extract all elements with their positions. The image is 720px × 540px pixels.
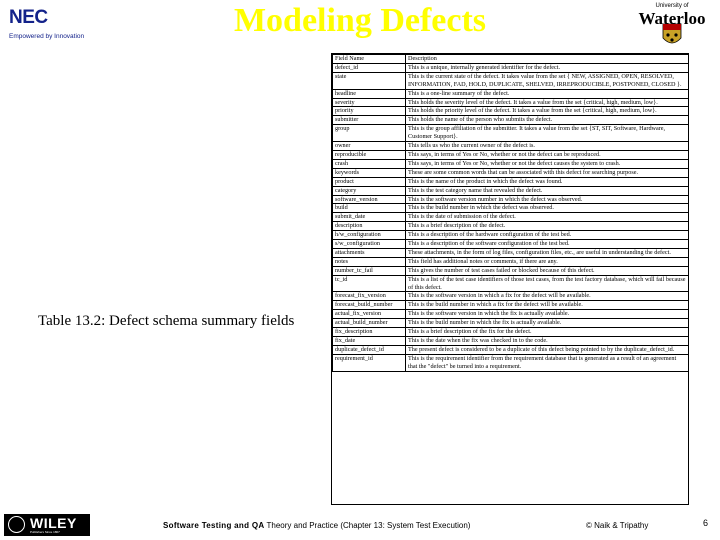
description-cell: This is the software version number in which the defect was observed. <box>406 195 689 204</box>
field-name-cell: h/w_configuration <box>333 231 406 240</box>
description-cell: This is the test category name that revealed the defect. <box>406 186 689 195</box>
table-header-row <box>333 55 689 64</box>
field-name-cell: severity <box>333 98 406 107</box>
table-row <box>333 107 689 116</box>
field-name-cell: defect_id <box>333 63 406 72</box>
field-name-cell: state <box>333 72 406 89</box>
table-row <box>333 248 689 257</box>
field-name-cell: fix_description <box>333 328 406 337</box>
table-row <box>333 142 689 151</box>
field-name-cell: build <box>333 204 406 213</box>
table-row <box>333 328 689 337</box>
description-cell: This is a description of the software configuration of the test bed. <box>406 240 689 249</box>
slide-title: Modeling Defects <box>233 2 487 39</box>
field-name-cell: description <box>333 222 406 231</box>
description-cell: This holds the severity level of the defect. It takes a value from the set {critical, high, medium, low}. <box>406 98 689 107</box>
field-name-cell: actual_build_number <box>333 319 406 328</box>
nec-tagline: Empowered by Innovation <box>9 33 85 40</box>
wiley-logo-subtext: Publishers Since 1807 <box>30 530 60 534</box>
wiley-logo <box>4 514 90 536</box>
footer-book-title <box>163 521 470 530</box>
description-cell: This is the current state of the defect. It takes value from the set { NEW, ASSIGNED, OPEN, RESOLVED, INFORMATION, FAD, HOLD, DUPLICATE, SHELVED, IRREPRODUCIBLE, POSTPONED, CLOSED }. <box>406 72 689 89</box>
table-row <box>333 98 689 107</box>
table-row <box>333 257 689 266</box>
field-name-cell: forecast_fix_version <box>333 292 406 301</box>
waterloo-logo-small-text: University of <box>655 3 689 9</box>
description-cell: This is the date when the fix was checked in to the code. <box>406 337 689 346</box>
table-row <box>333 337 689 346</box>
table-row <box>333 168 689 177</box>
column-header-description: Description <box>406 55 689 64</box>
table-row <box>333 266 689 275</box>
field-name-cell: notes <box>333 257 406 266</box>
field-name-cell: s/w_configuration <box>333 240 406 249</box>
field-name-cell: number_tc_fail <box>333 266 406 275</box>
description-cell: This is a unique, internally generated identifier for the defect. <box>406 63 689 72</box>
description-cell: These attachments, in the form of log files, configuration files, etc., are useful in understanding the defect. <box>406 248 689 257</box>
field-name-cell: priority <box>333 107 406 116</box>
table-row <box>333 72 689 89</box>
description-cell: This holds the priority level of the defect. It takes a value from the set {critical, high, medium, low}. <box>406 107 689 116</box>
table-row <box>333 319 689 328</box>
field-name-cell: requirement_id <box>333 354 406 371</box>
field-name-cell: attachments <box>333 248 406 257</box>
table-row <box>333 354 689 371</box>
table-row <box>333 213 689 222</box>
table-row <box>333 63 689 72</box>
wiley-logo-text: WILEY <box>30 515 77 531</box>
field-name-cell: actual_fix_version <box>333 310 406 319</box>
footer-copyright: © Naik & Tripathy <box>586 521 649 530</box>
table-row <box>333 89 689 98</box>
table-row <box>333 150 689 159</box>
field-name-cell: group <box>333 125 406 142</box>
waterloo-logo-big-text: Waterloo <box>638 9 706 28</box>
description-cell: This says, in terms of Yes or No, whether or not the defect can be reproduced. <box>406 150 689 159</box>
table-row <box>333 186 689 195</box>
table-row <box>333 275 689 292</box>
wiley-emblem-icon <box>8 516 25 533</box>
table-row <box>333 204 689 213</box>
field-name-cell: submit_date <box>333 213 406 222</box>
field-name-cell: duplicate_defect_id <box>333 345 406 354</box>
field-name-cell: submitter <box>333 116 406 125</box>
field-name-cell: category <box>333 186 406 195</box>
description-cell: This is a brief description of the fix for the defect. <box>406 328 689 337</box>
field-name-cell: reproducible <box>333 150 406 159</box>
column-header-field-name: Field Name <box>333 55 406 64</box>
field-name-cell: tc_id <box>333 275 406 292</box>
description-cell: This holds the name of the person who submits the defect. <box>406 116 689 125</box>
table-row <box>333 195 689 204</box>
table-caption: Table 13.2: Defect schema summary fields <box>38 313 295 329</box>
field-name-cell: keywords <box>333 168 406 177</box>
field-name-cell: software_version <box>333 195 406 204</box>
description-cell: This is the name of the product in which the defect was found. <box>406 177 689 186</box>
footer-book-title-bold: Software Testing and QA <box>163 521 265 530</box>
footer-book-title-rest: Theory and Practice (Chapter 13: System Test Execution) <box>264 521 471 530</box>
table-row <box>333 125 689 142</box>
table-row <box>333 177 689 186</box>
description-cell: This field has additional notes or comments, if there are any. <box>406 257 689 266</box>
description-cell: This is a brief description of the defect. <box>406 222 689 231</box>
description-cell: This says, in terms of Yes or No, whether or not the defect causes the system to crash. <box>406 159 689 168</box>
defect-schema-table <box>331 53 689 505</box>
table-row <box>333 240 689 249</box>
table-row <box>333 116 689 125</box>
waterloo-logo <box>630 3 714 51</box>
description-cell: This is a description of the hardware configuration of the test bed. <box>406 231 689 240</box>
description-cell: This is the build number in which the fix is actually available. <box>406 319 689 328</box>
description-cell: This is the group affiliation of the submitter. It takes a value from the set {ST, SIT, Software, Hardware, Customer Support}. <box>406 125 689 142</box>
description-cell: These are some common words that can be associated with this defect for searching purpose. <box>406 168 689 177</box>
description-cell: The present defect is considered to be a duplicate of this defect being pointed to by the duplicate_defect_id. <box>406 345 689 354</box>
table-row <box>333 301 689 310</box>
field-name-cell: owner <box>333 142 406 151</box>
description-cell: This is the requirement identifier from the requirement database that is generated as a result of an agreement that the "defect" be turned into a requirement. <box>406 354 689 371</box>
description-cell: This is the software version in which a fix for the defect will be available. <box>406 292 689 301</box>
field-name-cell: fix_date <box>333 337 406 346</box>
table-row <box>333 345 689 354</box>
nec-logo-text: NEC <box>9 7 48 28</box>
description-cell: This is the software version in which the fix is actually available. <box>406 310 689 319</box>
field-name-cell: crash <box>333 159 406 168</box>
table-row <box>333 222 689 231</box>
description-cell: This is a list of the test case identifiers of those test cases, from the test factory database, which will fail because of this defect. <box>406 275 689 292</box>
table-row <box>333 231 689 240</box>
description-cell: This is the date of submission of the defect. <box>406 213 689 222</box>
table-row <box>333 310 689 319</box>
description-cell: This tells us who the current owner of the defect is. <box>406 142 689 151</box>
description-cell: This gives the number of test cases failed or blocked because of this defect. <box>406 266 689 275</box>
field-name-cell: product <box>333 177 406 186</box>
description-cell: This is the build number in which the defect was observed. <box>406 204 689 213</box>
table-row <box>333 292 689 301</box>
field-name-cell: headline <box>333 89 406 98</box>
description-cell: This is a one-line summary of the defect. <box>406 89 689 98</box>
table-row <box>333 159 689 168</box>
description-cell: This is the build number in which a fix for the defect will be available. <box>406 301 689 310</box>
field-name-cell: forecast_build_number <box>333 301 406 310</box>
page-number: 6 <box>703 518 709 528</box>
